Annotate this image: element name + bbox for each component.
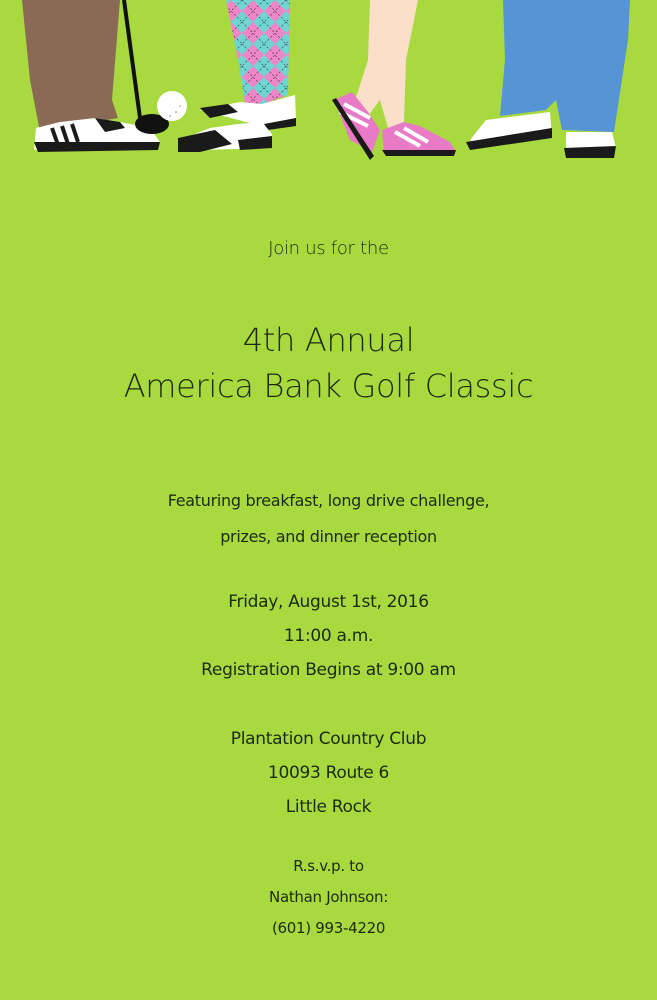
event-datetime [0, 585, 657, 687]
rsvp-phone: (601) 993-4220 [271, 919, 386, 937]
features-line-2: prizes, and dinner reception [220, 527, 437, 546]
golfer-argyle-pants [178, 0, 296, 152]
event-date: Friday, August 1st, 2016 [228, 592, 429, 612]
golfer-pink-shoes [332, 0, 456, 160]
features-line-1: Featuring breakfast, long drive challenge, [167, 491, 490, 510]
venue-city: Little Rock [285, 797, 372, 817]
golf-ball [157, 91, 187, 121]
event-features [0, 483, 657, 555]
golfer-blue-jeans [466, 0, 630, 158]
rsvp-name: Nathan Johnson: [269, 888, 388, 906]
intro-text [0, 238, 657, 259]
venue-name: Plantation Country Club [230, 729, 427, 749]
title-line-2: America Bank Golf Classic [123, 367, 534, 405]
event-time: 11:00 a.m. [283, 626, 374, 646]
rsvp-label: R.s.v.p. to [293, 857, 364, 875]
title-line-1: 4th Annual [242, 321, 415, 359]
golfers-illustration [0, 0, 657, 175]
rsvp-info [0, 851, 657, 944]
event-venue [0, 722, 657, 824]
registration-time: Registration Begins at 9:00 am [201, 660, 456, 680]
intro-line: Join us for the [268, 238, 389, 259]
event-title [0, 317, 657, 409]
venue-address: 10093 Route 6 [267, 763, 390, 783]
